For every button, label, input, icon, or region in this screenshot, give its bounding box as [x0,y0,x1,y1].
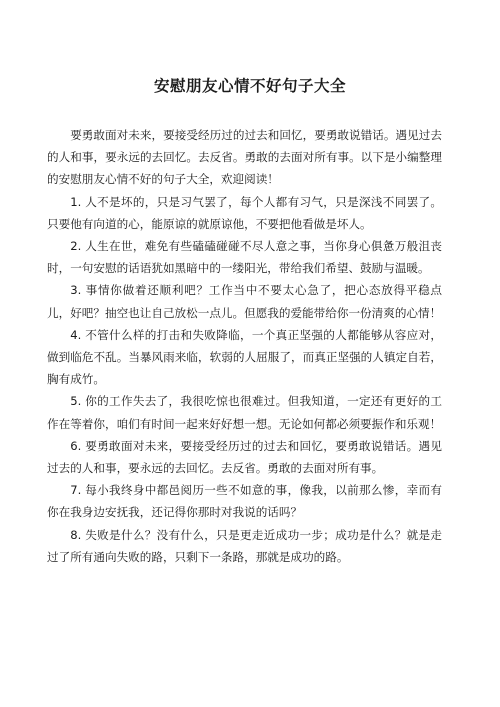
document-body [47,124,442,568]
document-title: 安慰朋友心情不好句子大全 [153,77,346,95]
list-item: 8. 失败是什么？没有什么，只是更走近成功一步；成功是什么？就是走过了所有通向失败的路，只剩下一条路，那就是成功的路。 [47,527,442,564]
list-item: 1. 人不是坏的，只是习气罢了，每个人都有习气，只是深浅不同罢了。只要他有向道的心，能原谅的就原谅他，不要把他看做是坏人。 [47,194,442,231]
list-item: 3. 事情你做着还顺利吧？工作当中不要太心急了，把心态放得平稳点儿，好吧？抽空也让自己放松一点儿。但愿我的爱能带给你一份清爽的心情！ [47,283,442,320]
list-item: 2. 人生在世，难免有些磕磕碰碰不尽人意之事，当你身心俱惫万般沮丧时，一句安慰的话语犹如黑暗中的一缕阳光，带给我们希望、鼓励与温暖。 [47,239,442,276]
list-item: 4. 不管什么样的打击和失败降临，一个真正坚强的人都能够从容应对，做到临危不乱。当暴风雨来临，软弱的人屈服了，而真正坚强的人镇定自若，胸有成竹。 [47,327,442,387]
list-item: 5. 你的工作失去了，我很吃惊也很难过。但我知道，一定还有更好的工作在等着你，咱们有时间一起来好好想一想。无论如何都必须要振作和乐观！ [47,394,442,431]
list-item: 6. 要勇敢面对未来，要接受经历过的过去和回忆，要勇敢说错话。遇见过去的人和事，要永远的去回忆。去反省。勇敢的去面对所有事。 [47,438,442,476]
intro-paragraph: 要勇敢面对未来，要接受经历过的过去和回忆，要勇敢说错话。遇见过去的人和事，要永远的去回忆。去反省。勇敢的去面对所有事。以下是小编整理的安慰朋友心情不好的句子大全，欢迎阅读！ [47,128,442,187]
list-item: 7. 每小我终身中都邑阅历一些不如意的事，像我，以前那么惨，幸而有你在我身边安抚我，还记得你那时对我说的话吗？ [47,483,442,520]
